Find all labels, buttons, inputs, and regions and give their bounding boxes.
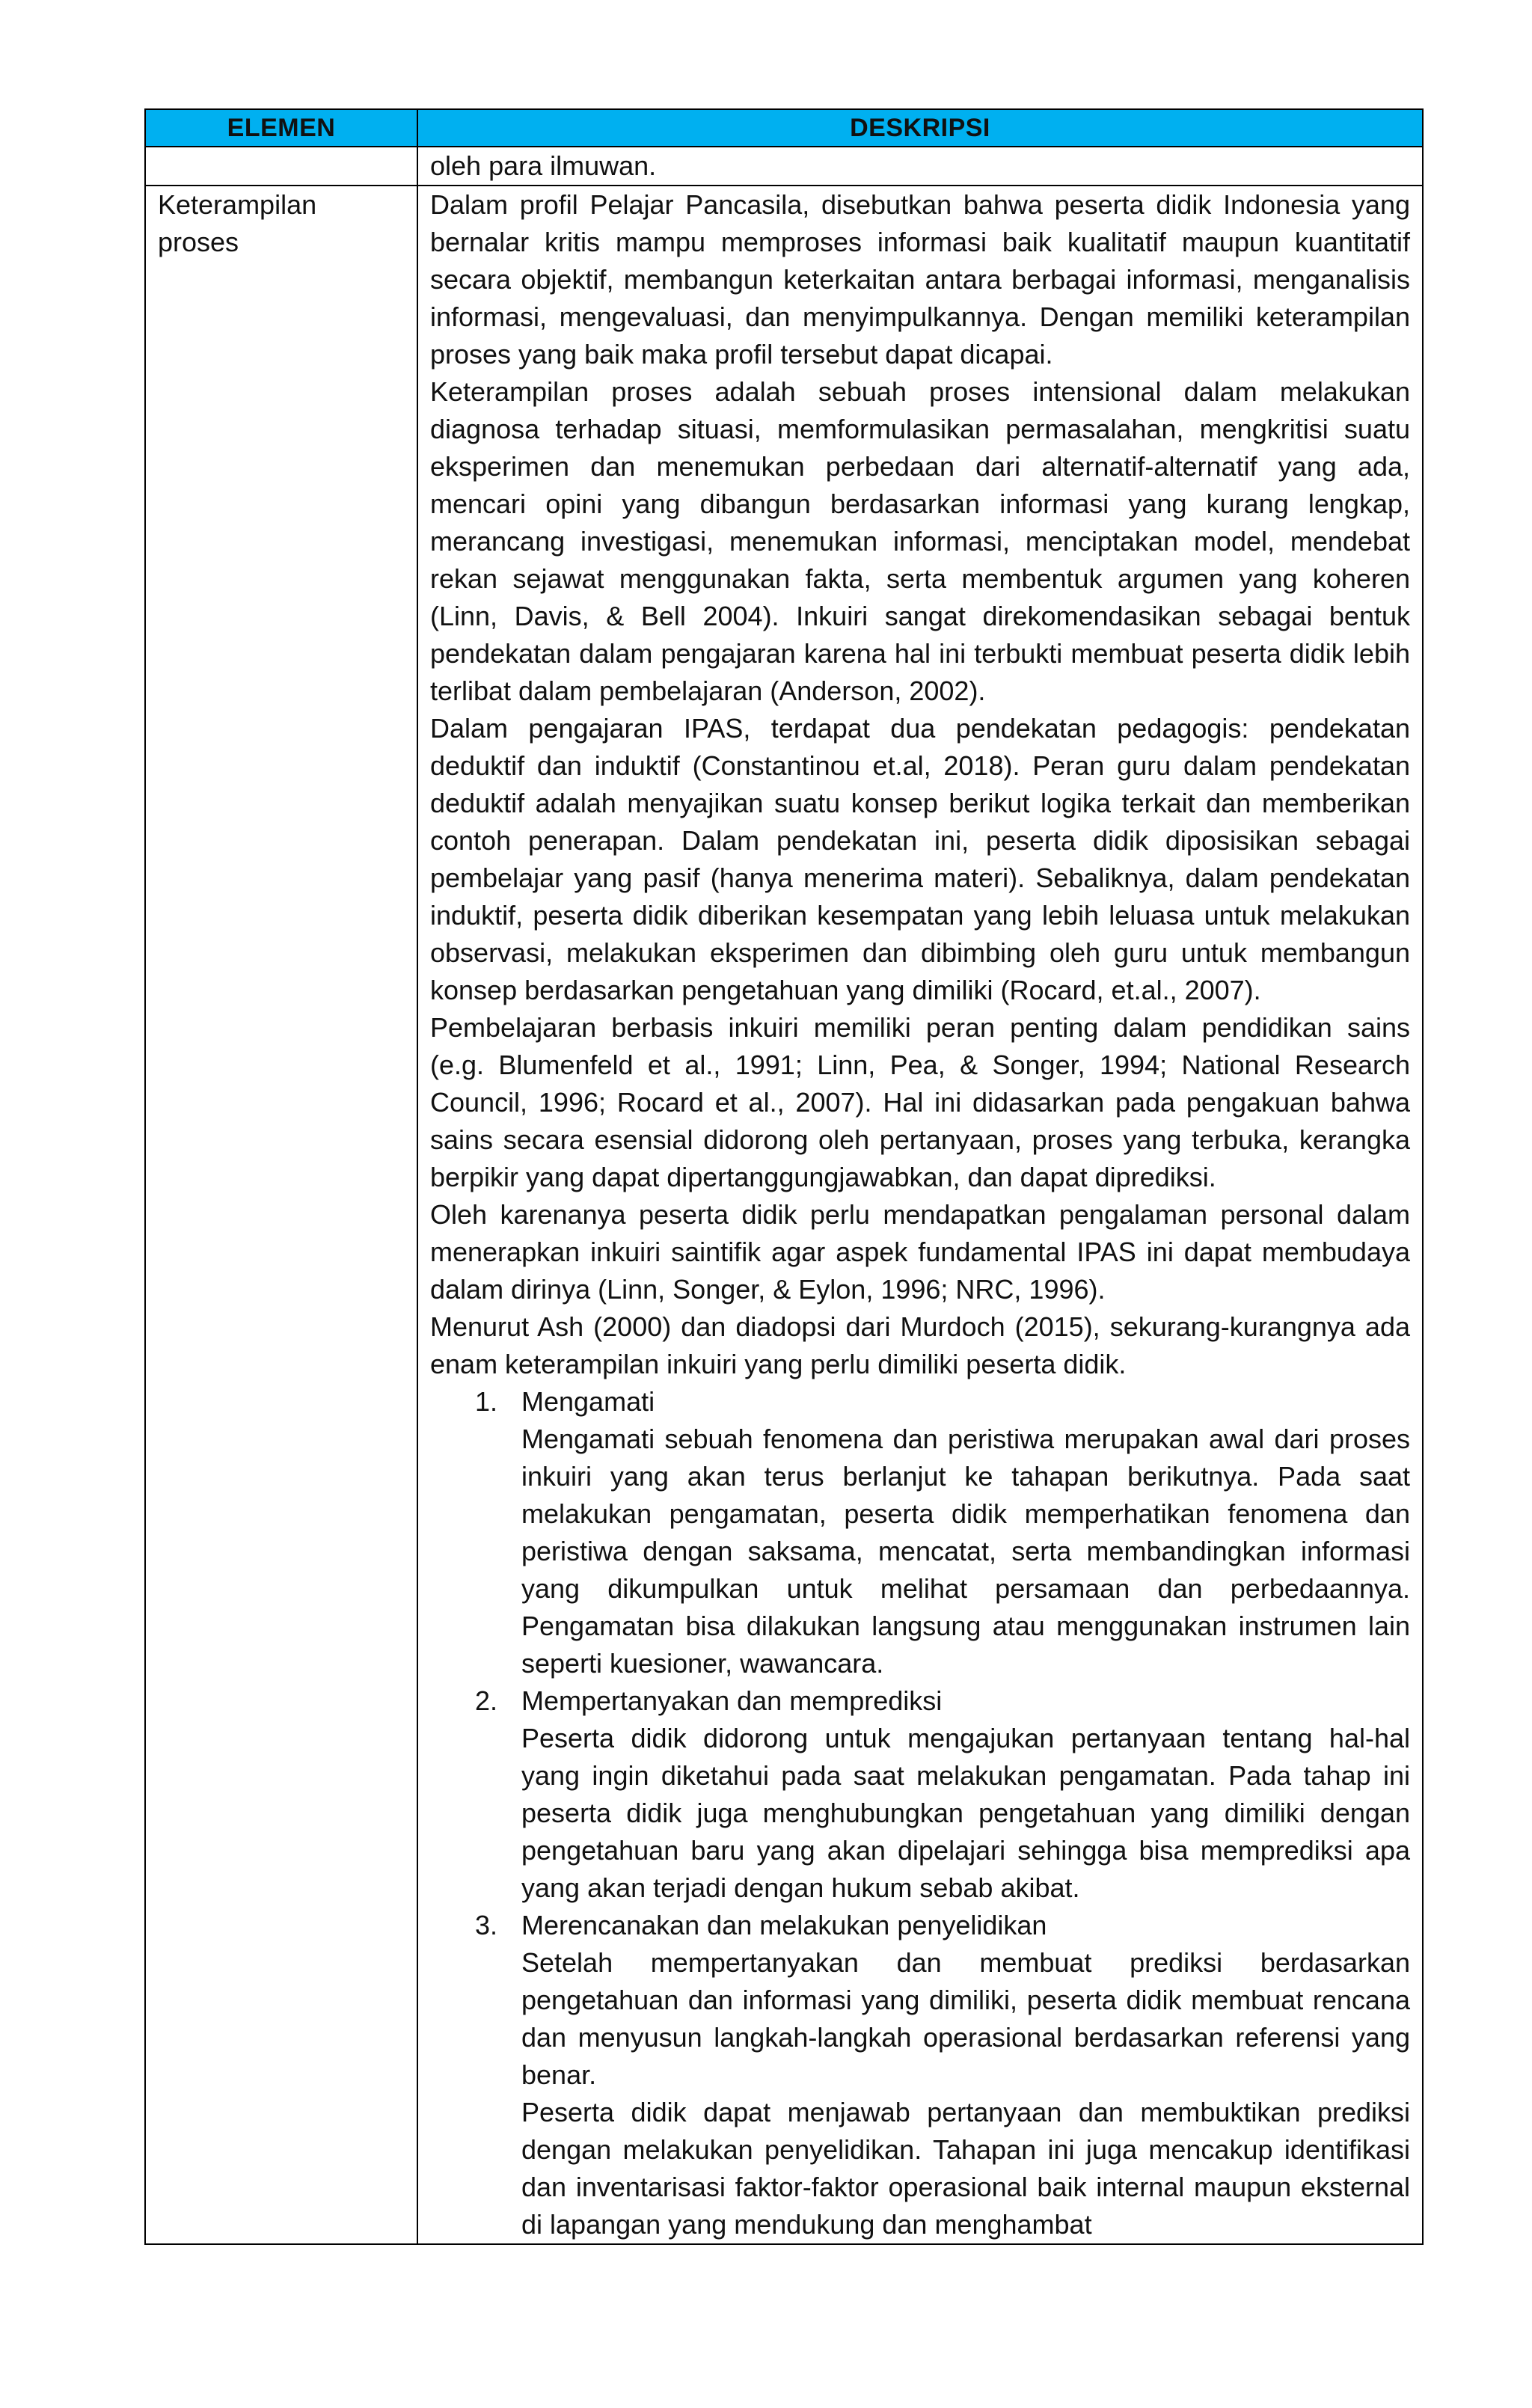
list-item-body: Peserta didik dapat menjawab pertanyaan dan membuktikan prediksi dengan melakukan penyelidikan. Tahapan ini juga mencakup identifikasi dan inventarisasi faktor-faktor operasional baik internal maupun eksternal di lapangan yang mendukung dan menghambat	[521, 2097, 1410, 2240]
list-item-body: Peserta didik didorong untuk mengajukan pertanyaan tentang hal-hal yang ingin diketahui pada saat melakukan pengamatan. Pada tahap ini peserta didik juga menghubungkan pengetahuan yang dimiliki dengan pengetahuan baru yang akan dipelajari sehingga bisa memprediksi apa yang akan terjadi dengan hukum sebab akibat.	[521, 1723, 1410, 1903]
description-table	[144, 108, 1424, 2245]
list-item-heading	[475, 1383, 1410, 1421]
deskripsi-cell	[417, 186, 1423, 2244]
paragraph: Keterampilan proses adalah sebuah proses intensional dalam melakukan diagnosa terhadap situasi, memformulasikan permasalahan, mengkritisi suatu eksperimen dan menemukan perbedaan dari alternatif-alternatif yang ada, mencari opini yang dibangun berdasarkan informasi yang kurang lengkap, merancang investigasi, menemukan informasi, menciptakan model, mendebat rekan sejawat menggunakan fakta, serta membentuk argumen yang koheren (Linn, Davis, & Bell 2004). Inkuiri sangat direkomendasikan sebagai bentuk pendekatan dalam pengajaran karena hal ini terbukti membuat peserta didik lebih terlibat dalam pembelajaran (Anderson, 2002).	[430, 376, 1410, 706]
list-number: 1.	[475, 1386, 498, 1417]
list-item	[475, 1383, 1410, 1682]
paragraph: Dalam pengajaran IPAS, terdapat dua pendekatan pedagogis: pendekatan deduktif dan induktif (Constantinou et.al, 2018). Peran guru dalam pendekatan deduktif adalah menyajikan suatu konsep berikut logika terkait dan memberikan contoh penerapan. Dalam pendekatan ini, peserta didik diposisikan sebagai pembelajar yang pasif (hanya menerima materi). Sebaliknya, dalam pendekatan induktif, peserta didik diberikan kesempatan yang lebih leluasa untuk melakukan observasi, melakukan eksperimen dan dibimbing oleh guru untuk membangun konsep berdasarkan pengetahuan yang dimiliki (Rocard, et.al., 2007).	[430, 713, 1410, 1005]
table-row	[145, 186, 1423, 2244]
table-row	[145, 147, 1423, 186]
list-item-title: Mengamati	[521, 1386, 655, 1417]
header-elemen: ELEMEN	[145, 109, 417, 147]
empty-elemen-cell	[145, 147, 417, 186]
elemen-name-line1: Keterampilan	[158, 189, 317, 220]
list-item	[475, 1907, 1410, 2243]
paragraph: Oleh karenanya peserta didik perlu mendapatkan pengalaman personal dalam menerapkan inkuiri saintifik agar aspek fundamental IPAS ini dapat membudaya dalam dirinya (Linn, Songer, & Eylon, 1996; NRC, 1996).	[430, 1199, 1410, 1305]
list-item-body: Setelah mempertanyakan dan membuat prediksi berdasarkan pengetahuan dan informasi yang dimiliki, peserta didik membuat rencana dan menyusun langkah-langkah operasional berdasarkan referensi yang benar.	[521, 1947, 1410, 2090]
list-item-heading	[475, 1682, 1410, 1720]
elemen-name-line2: proses	[158, 227, 239, 257]
list-item	[475, 1682, 1410, 1907]
paragraph: Menurut Ash (2000) dan diadopsi dari Murdoch (2015), sekurang-kurangnya ada enam keterampilan inkuiri yang perlu dimiliki peserta didik.	[430, 1311, 1410, 1379]
paragraph: Pembelajaran berbasis inkuiri memiliki peran penting dalam pendidikan sains (e.g. Blumenfeld et al., 1991; Linn, Pea, & Songer, 1994; National Research Council, 1996; Rocard et al., 2007). Hal ini didasarkan pada pengakuan bahwa sains secara esensial didorong oleh pertanyaan, proses yang terbuka, kerangka berpikir yang dapat dipertanggungjawabkan, dan dapat diprediksi.	[430, 1012, 1410, 1192]
table-header-row	[145, 109, 1423, 147]
elemen-cell	[145, 186, 417, 2244]
continuation-cell	[417, 147, 1423, 186]
header-deskripsi: DESKRIPSI	[417, 109, 1423, 147]
list-number: 2.	[475, 1685, 498, 1716]
paragraph: Dalam profil Pelajar Pancasila, disebutkan bahwa peserta didik Indonesia yang bernalar kritis mampu memproses informasi baik kualitatif maupun kuantitatif secara objektif, membangun keterkaitan antara berbagai informasi, menganalisis informasi, mengevaluasi, dan menyimpulkannya. Dengan memiliki keterampilan proses yang baik maka profil tersebut dapat dicapai.	[430, 189, 1410, 370]
list-item-title: Merencanakan dan melakukan penyelidikan	[521, 1910, 1047, 1940]
list-number: 3.	[475, 1910, 498, 1940]
list-item-title: Mempertanyakan dan memprediksi	[521, 1685, 943, 1716]
list-item-body: Mengamati sebuah fenomena dan peristiwa merupakan awal dari proses inkuiri yang akan terus berlanjut ke tahapan berikutnya. Pada saat melakukan pengamatan, peserta didik memperhatikan fenomena dan peristiwa dengan saksama, mencatat, serta membandingkan informasi yang dikumpulkan untuk melihat persamaan dan perbedaannya. Pengamatan bisa dilakukan langsung atau menggunakan instrumen lain seperti kuesioner, wawancara.	[521, 1424, 1410, 1679]
list-item-heading	[475, 1907, 1410, 1944]
continuation-text: oleh para ilmuwan.	[430, 150, 657, 181]
